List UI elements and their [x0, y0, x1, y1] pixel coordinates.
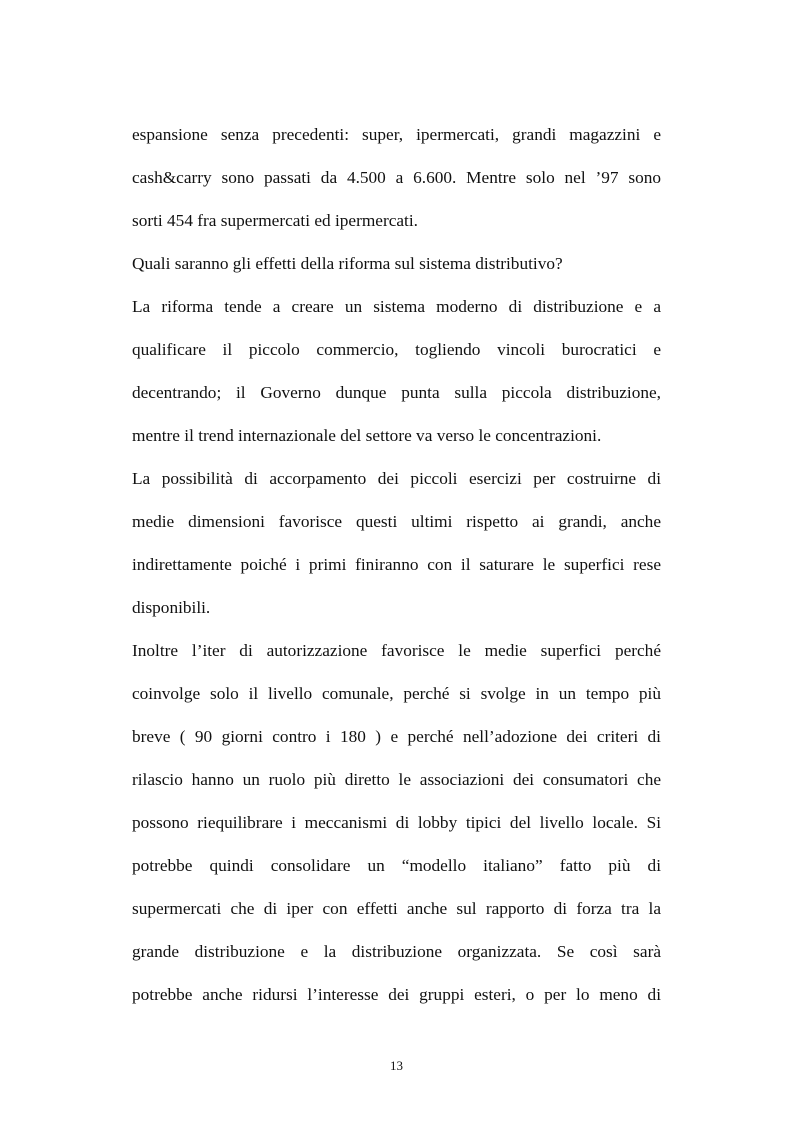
text-line: potrebbe anche ridursi l’interesse dei gruppi esteri, o per lo meno di: [132, 985, 661, 1004]
text-line: rilascio hanno un ruolo più diretto le associazioni dei consumatori che: [132, 770, 661, 789]
text-line: sorti 454 fra supermercati ed ipermercati.: [132, 211, 418, 230]
text-line: La riforma tende a creare un sistema moderno di distribuzione e a: [132, 297, 661, 316]
text-line: supermercati che di iper con effetti anche sul rapporto di forza tra la: [132, 899, 661, 918]
text-line: decentrando; il Governo dunque punta sulla piccola distribuzione,: [132, 383, 661, 402]
text-line: coinvolge solo il livello comunale, perché si svolge in un tempo più: [132, 684, 661, 703]
text-line: qualificare il piccolo commercio, togliendo vincoli burocratici e: [132, 340, 661, 359]
text-line: breve ( 90 giorni contro i 180 ) e perché nell’adozione dei criteri di: [132, 727, 661, 746]
text-line: grande distribuzione e la distribuzione organizzata. Se così sarà: [132, 942, 661, 961]
text-line: indirettamente poiché i primi finiranno con il saturare le superfici rese: [132, 555, 661, 574]
text-line: Inoltre l’iter di autorizzazione favorisce le medie superfici perché: [132, 641, 661, 660]
text-line: Quali saranno gli effetti della riforma sul sistema distributivo?: [132, 254, 563, 273]
body-text: [132, 113, 661, 1016]
text-line: medie dimensioni favorisce questi ultimi rispetto ai grandi, anche: [132, 512, 661, 531]
page-number: 13: [390, 1058, 403, 1073]
text-line: espansione senza precedenti: super, ipermercati, grandi magazzini e: [132, 125, 661, 144]
text-line: mentre il trend internazionale del settore va verso le concentrazioni.: [132, 426, 602, 445]
text-line: possono riequilibrare i meccanismi di lobby tipici del livello locale. Si: [132, 813, 661, 832]
text-line: La possibilità di accorpamento dei piccoli esercizi per costruirne di: [132, 469, 661, 488]
text-line: potrebbe quindi consolidare un “modello italiano” fatto più di: [132, 856, 661, 875]
text-line: disponibili.: [132, 598, 211, 617]
text-line: cash&carry sono passati da 4.500 a 6.600. Mentre solo nel ’97 sono: [132, 168, 661, 187]
